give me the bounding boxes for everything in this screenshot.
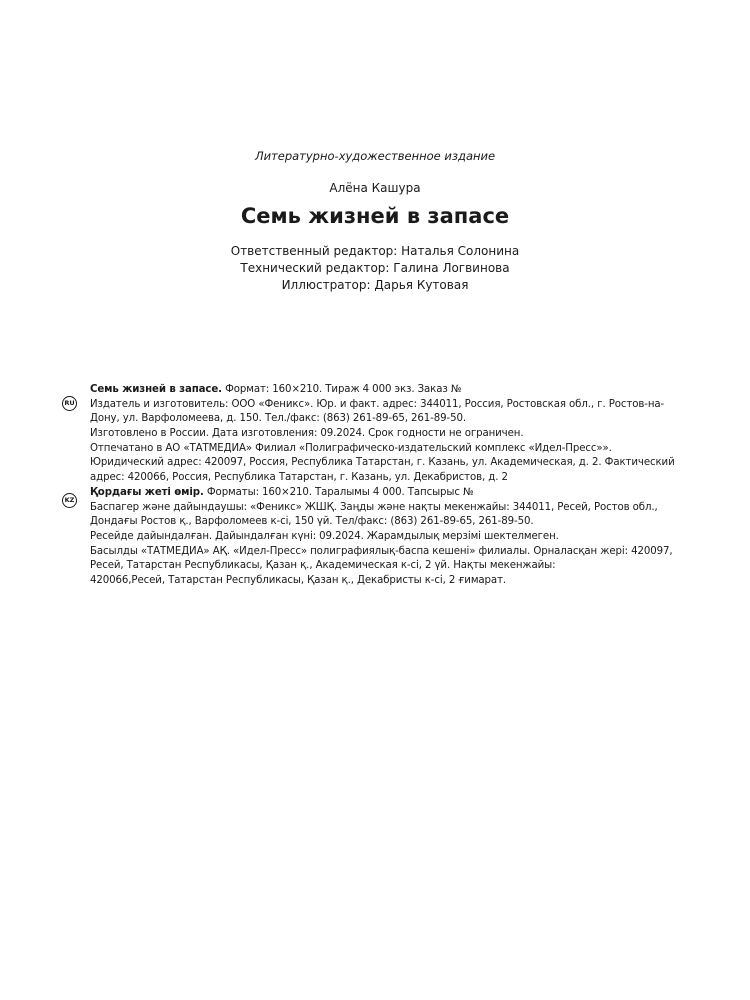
ru-imprint-line: адрес: 420066, Россия, Республика Татарстан, г. Казань, ул. Декабристов, д. 2: [90, 472, 508, 484]
credit-tech-editor: Технический редактор: Галина Логвинова: [240, 261, 510, 275]
kz-imprint-line: Ресейде дайындалған. Дайындалған күні: 09.2024. Жарамдылық мерзімі шектелмеген.: [90, 530, 559, 542]
kz-imprint-line: Басылды «ТАТМЕДИА» АҚ. «Идел-Пресс» полиграфиялық-баспа кешені» филиалы. Орналасқан жері: 420097,: [90, 545, 673, 557]
ru-imprint-line: Издатель и изготовитель: ООО «Феникс». Юр. и факт. адрес: 344011, Россия, Ростовская обл., г. Ростов-на-: [90, 398, 665, 410]
ru-imprint-line: Изготовлено в России. Дата изготовления: 09.2024. Срок годности не ограничен.: [90, 428, 524, 440]
credits-block: [0, 243, 750, 294]
ru-imprint-line: Отпечатано в АО «ТАТМЕДИА» Филиал «Полиграфическо-издательский комплекс «Идел-Пресс»».: [90, 442, 612, 454]
credit-editor: Ответственный редактор: Наталья Солонина: [230, 244, 520, 258]
ru-imprint-format: Формат: 160×210. Тираж 4 000 экз. Заказ №: [221, 384, 462, 395]
kz-imprint-format: Форматы: 160×210. Таралымы 4 000. Тапсырыс №: [203, 486, 474, 498]
ru-language-icon: RU: [62, 396, 77, 411]
genre-label: Литературно-художественное издание: [254, 149, 496, 163]
ru-imprint-line: [90, 383, 690, 398]
kz-imprint-title: Қордағы жеті өмір.: [90, 486, 204, 498]
kz-imprint-line: Дондағы Ростов қ., Варфоломеев к-сі, 150 үй. Тел/факс: (863) 261-89-65, 261-89-50.: [90, 516, 534, 528]
kz-language-icon: KZ: [62, 493, 77, 508]
ru-imprint-line: Юридический адрес: 420097, Россия, Республика Татарстан, г. Казань, ул. Академическая, д. 2. Фактический: [90, 457, 675, 469]
ru-imprint-title: Семь жизней в запасе.: [90, 384, 222, 395]
kz-imprint-line: Баспагер және дайындаушы: «Феникс» ЖШҚ. Заңды және нақты мекенжайы: 344011, Ресей, Ростов обл.,: [90, 501, 658, 513]
credit-illustrator: Иллюстратор: Дарья Кутовая: [281, 278, 469, 292]
kz-imprint-line: Ресей, Татарстан Республикасы, Қазан қ., Академическая к-сі, 2 үй. Нақты мекенжайы:: [90, 560, 556, 572]
imprint-block: [90, 383, 690, 589]
kz-imprint-line: [90, 486, 690, 501]
ru-imprint-line: Дону, ул. Варфоломеева, д. 150. Тел./факс: (863) 261-89-65, 261-89-50.: [90, 413, 466, 425]
kz-imprint-line: 420066,Ресей, Татарстан Республикасы, Қазан қ., Декабристы к-сі, 2 ғимарат.: [90, 574, 507, 586]
book-title: Семь жизней в запасе: [240, 204, 510, 228]
author-name: Алёна Кашура: [329, 181, 421, 195]
